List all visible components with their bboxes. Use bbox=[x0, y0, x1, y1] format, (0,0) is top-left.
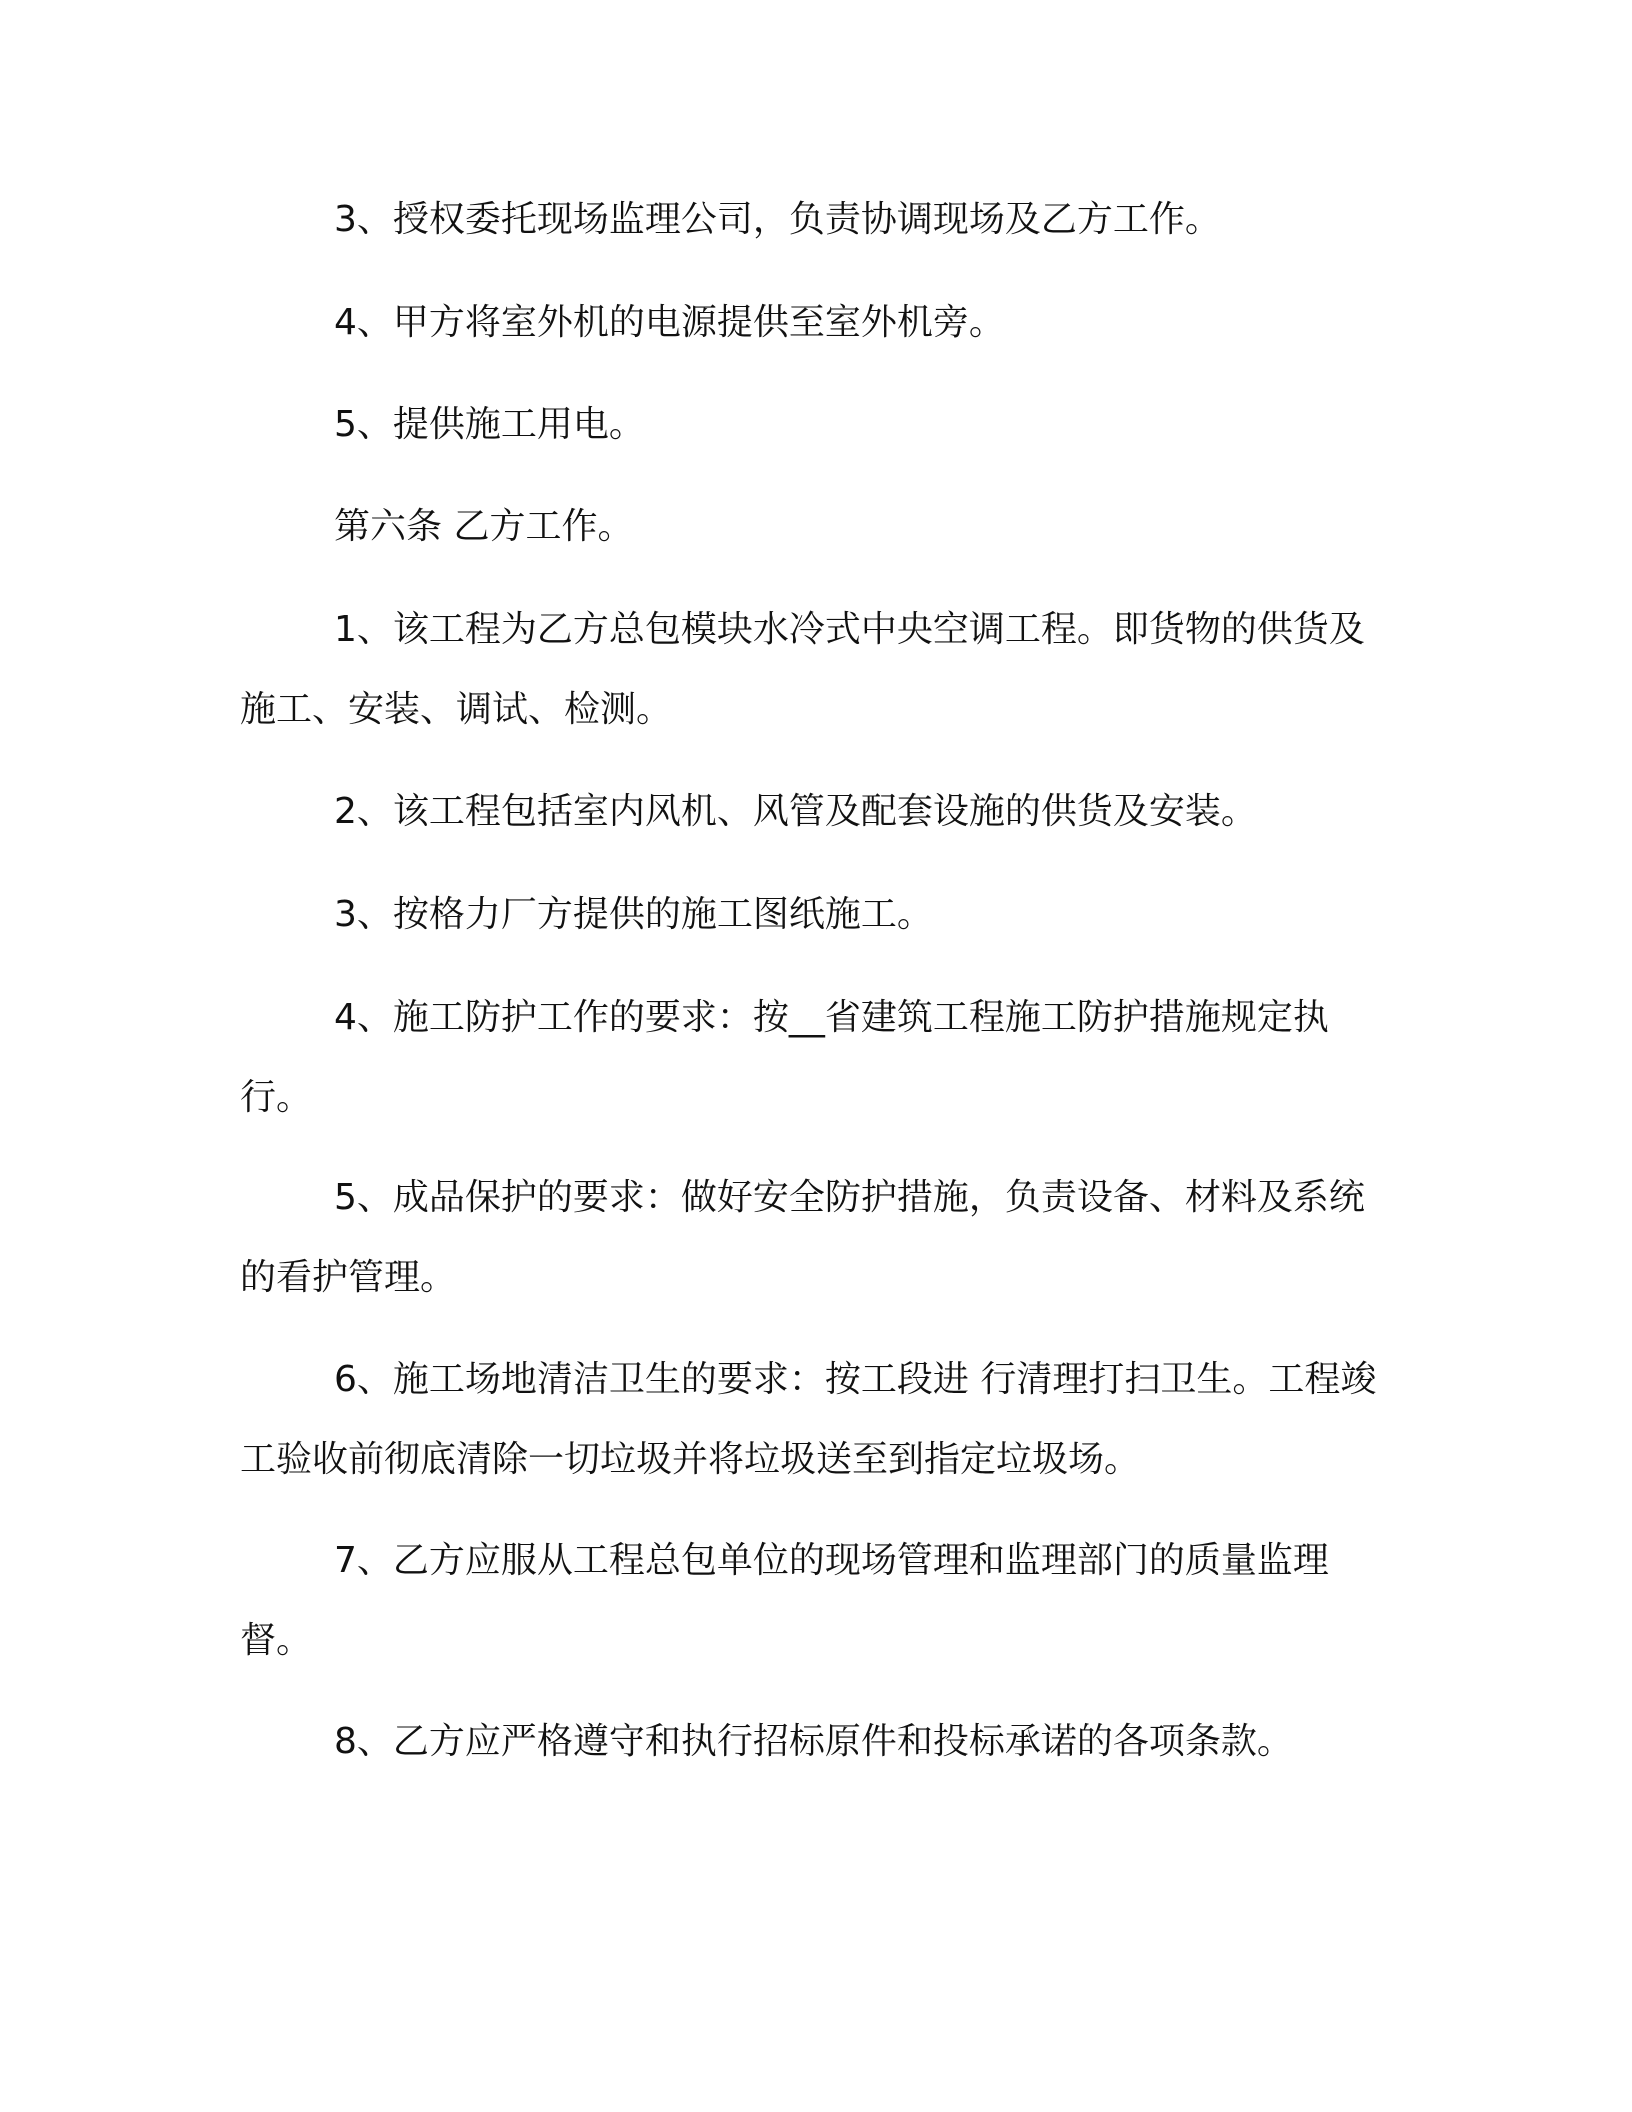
paragraph-item-4-protection-requirements: 4、施工防护工作的要求：按__省建筑工程施工防护措施规定执行。 bbox=[240, 997, 1329, 1118]
paragraph-item-4-power-supply: 4、甲方将室外机的电源提供至室外机旁。 bbox=[334, 302, 1005, 343]
paragraph-item-1-project-scope: 1、该工程为乙方总包模块水冷式中央空调工程。即货物的供货及施工、安装、调试、检测。 bbox=[240, 609, 1365, 730]
paragraph-item-5-product-protection: 5、成品保护的要求：做好安全防护措施，负责设备、材料及系统的看护管理。 bbox=[240, 1177, 1365, 1298]
paragraph-item-3-drawings: 3、按格力厂方提供的施工图纸施工。 bbox=[334, 894, 933, 935]
paragraph-item-3-supervision: 3、授权委托现场监理公司，负责协调现场及乙方工作。 bbox=[334, 199, 1221, 240]
paragraph-item-5-construction-power: 5、提供施工用电。 bbox=[334, 404, 645, 445]
article-six-heading: 第六条 乙方工作。 bbox=[334, 506, 634, 547]
paragraph-item-7-site-management: 7、乙方应服从工程总包单位的现场管理和监理部门的质量监理督。 bbox=[240, 1540, 1329, 1661]
paragraph-item-2-indoor-units: 2、该工程包括室内风机、风管及配套设施的供货及安装。 bbox=[334, 791, 1257, 832]
paragraph-item-8-bid-terms: 8、乙方应严格遵守和执行招标原件和投标承诺的各项条款。 bbox=[334, 1721, 1293, 1762]
paragraph-item-6-site-cleaning: 6、施工场地清洁卫生的要求：按工段进 行清理打扫卫生。工程竣工验收前彻底清除一切垃圾并将垃圾送至到指定垃圾场。 bbox=[240, 1359, 1377, 1480]
